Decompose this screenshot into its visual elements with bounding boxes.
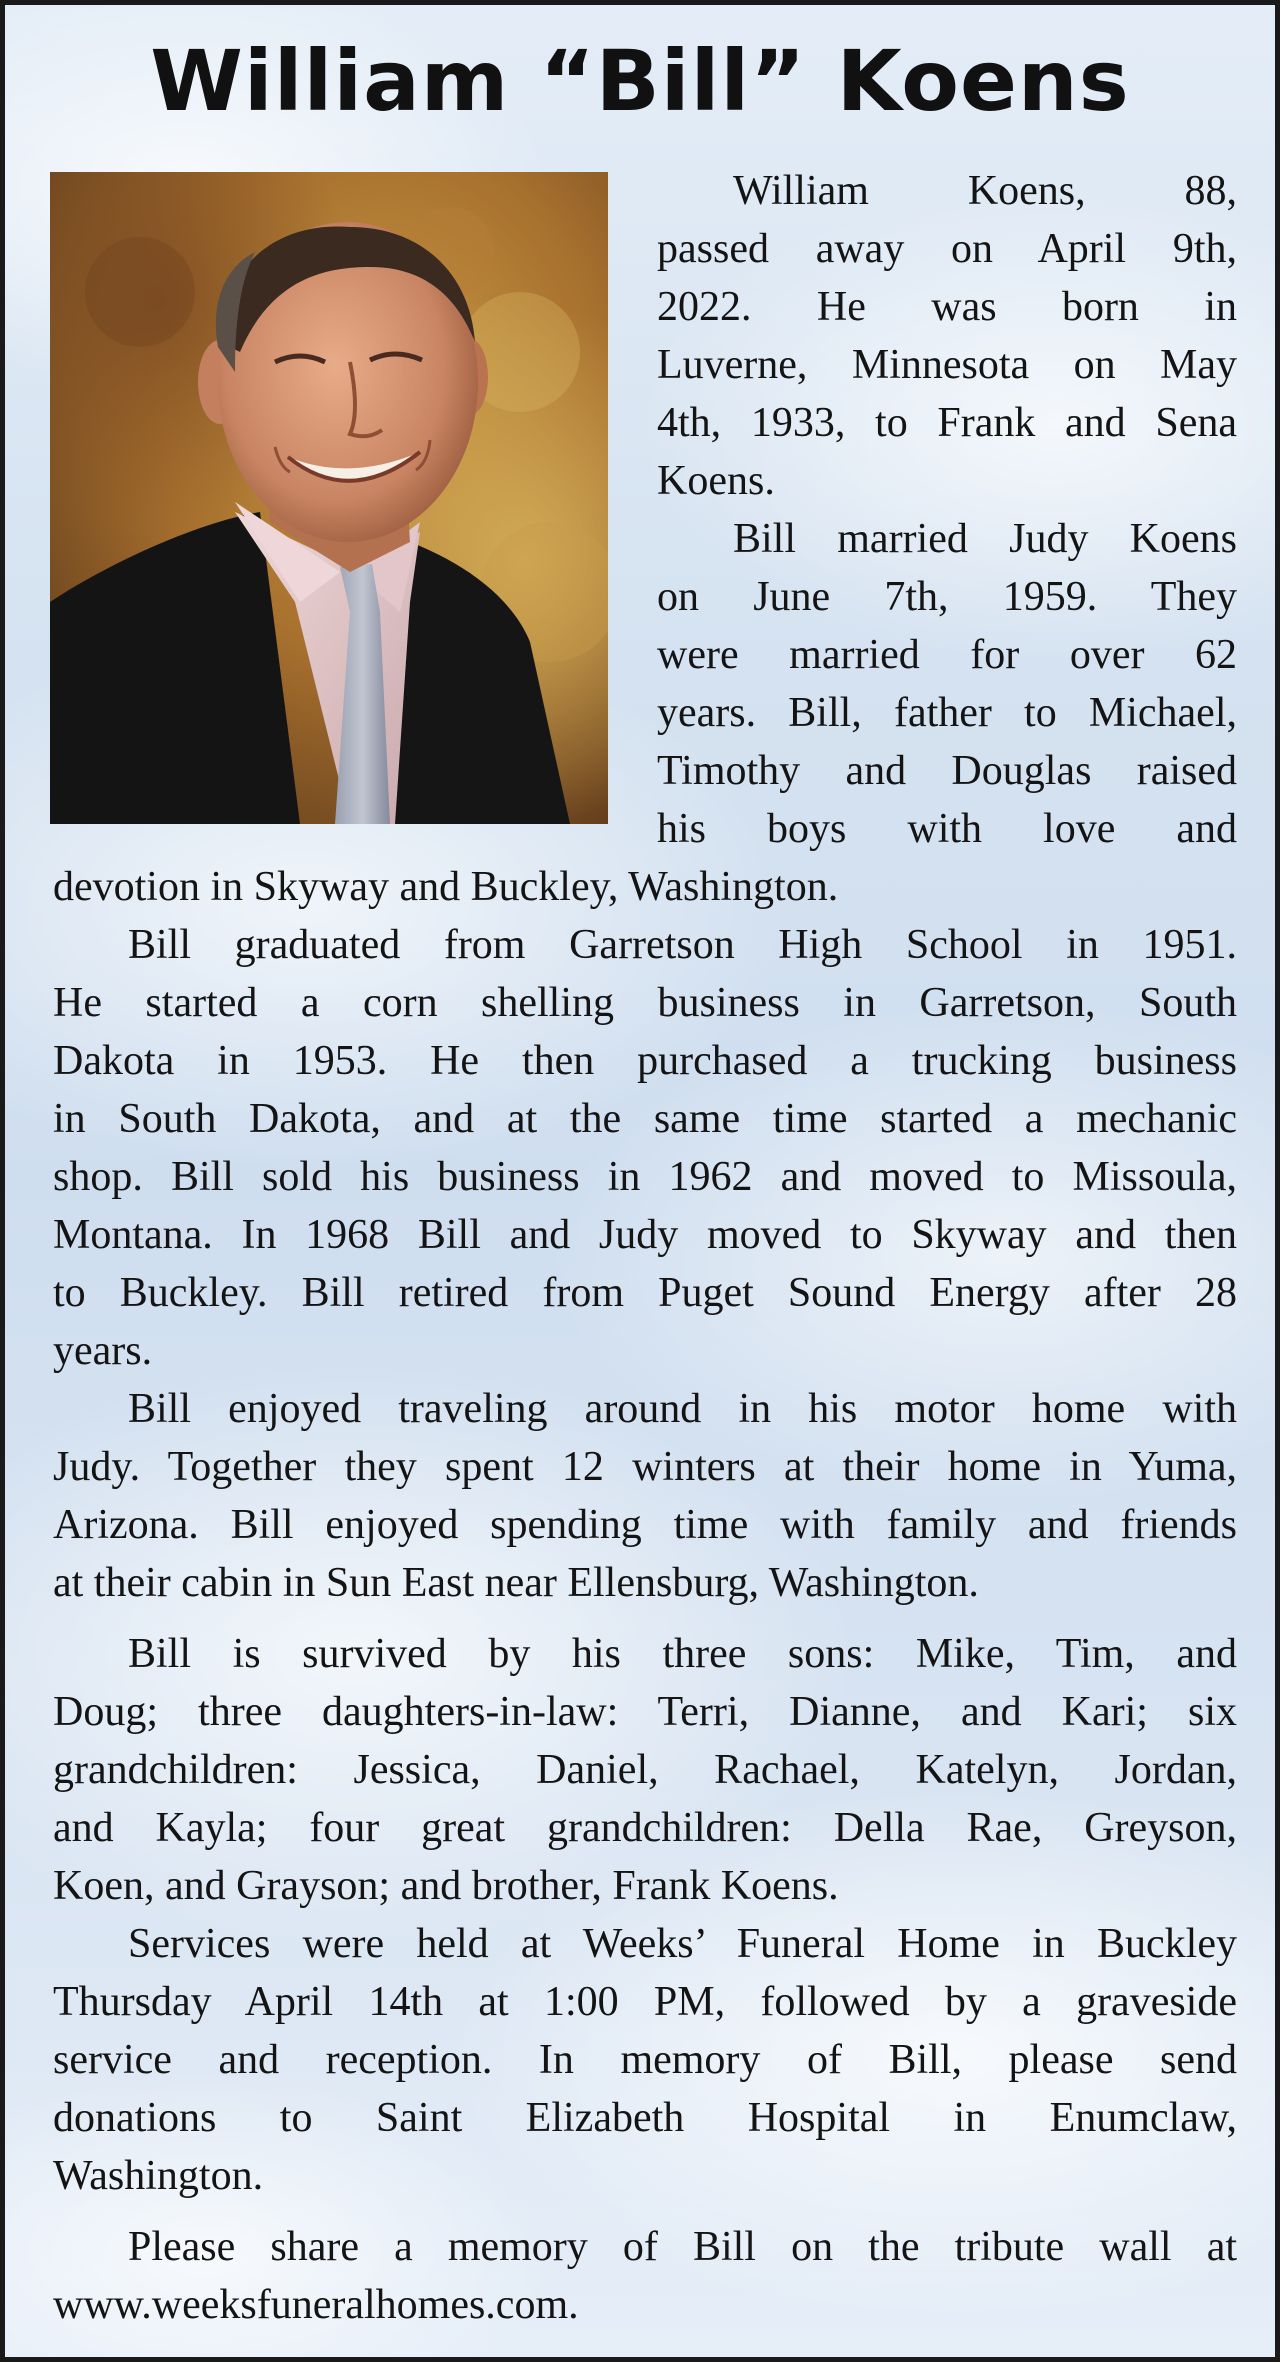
text-line: at their cabin in Sun East near Ellensburg, Washington. (53, 1560, 979, 1606)
text-line: were married for over 62 (657, 632, 1237, 678)
text-line: 2022. He was born in (657, 284, 1237, 330)
text-line: years. Bill, father to Michael, (657, 690, 1237, 736)
tribute-website-link[interactable]: www.weeksfuneralhomes.com. (53, 2282, 579, 2328)
text-line: Thursday April 14th at 1:00 PM, followed by a graveside (53, 1979, 1237, 2025)
text-line: Bill graduated from Garretson High School in 1951. (128, 922, 1237, 968)
text-line: Bill married Judy Koens (733, 516, 1237, 562)
text-line: Bill is survived by his three sons: Mike, Tim, and (128, 1631, 1237, 1677)
headline: William “Bill” Koens (150, 32, 1130, 130)
text-line: and Kayla; four great grandchildren: Della Rae, Greyson, (53, 1805, 1237, 1851)
text-line: years. (53, 1328, 153, 1374)
text-line: Doug; three daughters-in-law: Terri, Dianne, and Kari; six (53, 1689, 1237, 1735)
text-line: devotion in Skyway and Buckley, Washington. (53, 864, 839, 910)
portrait-photo (50, 172, 608, 824)
text-line: on June 7th, 1959. They (657, 574, 1237, 620)
text-line: grandchildren: Jessica, Daniel, Rachael, Katelyn, Jordan, (53, 1747, 1237, 1793)
text-line: shop. Bill sold his business in 1962 and moved to Missoula, (53, 1154, 1237, 1200)
text-line: Koen, and Grayson; and brother, Frank Koens. (53, 1863, 839, 1909)
text-line: passed away on April 9th, (657, 226, 1237, 272)
text-line: Luverne, Minnesota on May (657, 342, 1237, 388)
text-line: service and reception. In memory of Bill, please send (53, 2037, 1237, 2083)
text-line: donations to Saint Elizabeth Hospital in Enumclaw, (53, 2095, 1237, 2141)
text-line: William Koens, 88, (733, 168, 1237, 214)
text-line: Koens. (657, 458, 775, 504)
text-line: Montana. In 1968 Bill and Judy moved to Skyway and then (53, 1212, 1237, 1258)
text-line: Bill enjoyed traveling around in his motor home with (128, 1386, 1237, 1432)
text-line: his boys with love and (657, 806, 1237, 852)
text-line: Washington. (53, 2153, 264, 2199)
text-line: Timothy and Douglas raised (657, 748, 1237, 794)
text-line: to Buckley. Bill retired from Puget Sound Energy after 28 (53, 1270, 1237, 1316)
text-line: He started a corn shelling business in Garretson, South (53, 980, 1237, 1026)
text-line: Dakota in 1953. He then purchased a trucking business (53, 1038, 1237, 1084)
text-line: Please share a memory of Bill on the tribute wall at (128, 2224, 1237, 2270)
text-line: Arizona. Bill enjoyed spending time with family and friends (53, 1502, 1237, 1548)
text-line: Services were held at Weeks’ Funeral Home in Buckley (128, 1921, 1237, 1967)
text-line: in South Dakota, and at the same time started a mechanic (53, 1096, 1237, 1142)
text-line: 4th, 1933, to Frank and Sena (657, 400, 1237, 446)
text-line: Judy. Together they spent 12 winters at their home in Yuma, (53, 1444, 1237, 1490)
